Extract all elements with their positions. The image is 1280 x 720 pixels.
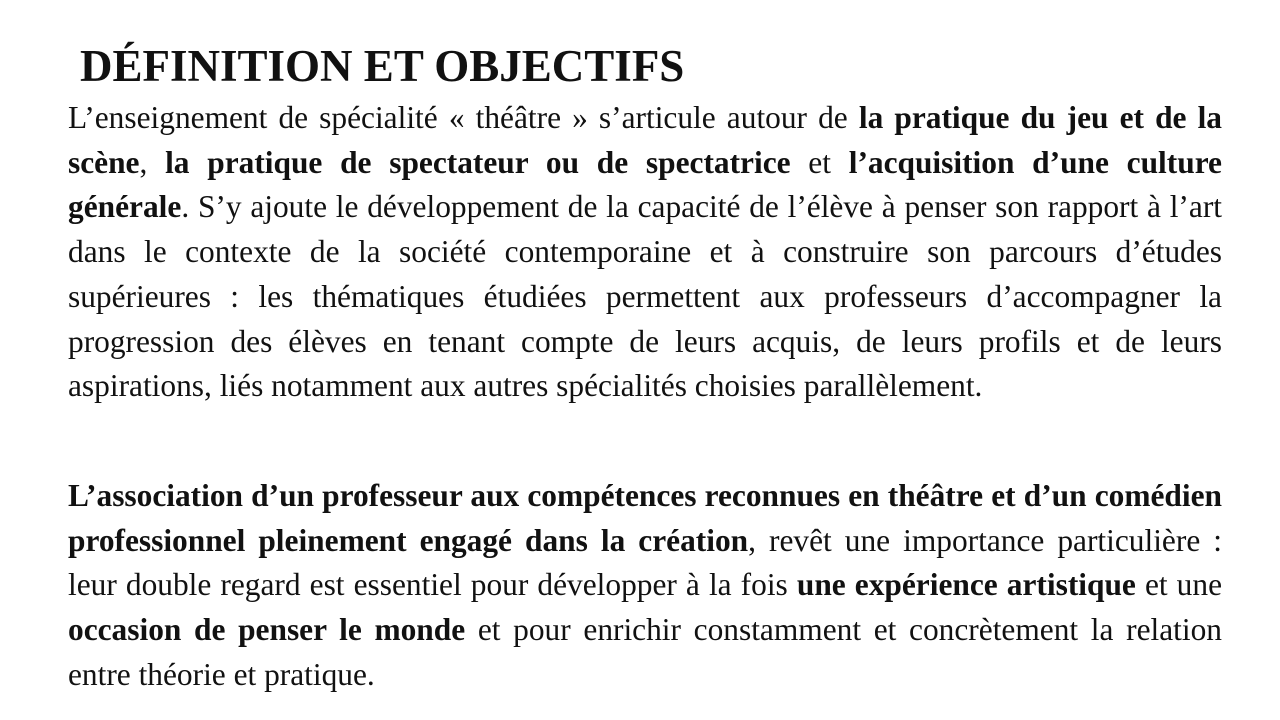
text-run: et [790, 144, 849, 180]
text-run: , revêt une importance particulière : leur double regard est essentiel pour développer à la fois [68, 522, 1222, 603]
text-run: , [139, 144, 166, 180]
text-run: et pour enrichir constamment et concrètement la relation entre théorie et pratique. [68, 612, 1222, 692]
slide-title: DÉFINITION ET OBJECTIFS [80, 41, 685, 91]
text-run: L’enseignement de spécialité « théâtre » s’articule autour de [68, 100, 859, 135]
bold-run: une expérience artistique [796, 567, 1136, 603]
paragraph-definition [68, 96, 1222, 409]
bold-run: la pratique du jeu et de la scène [68, 100, 1222, 180]
bold-run: la pratique de spectateur ou de spectatrice [165, 144, 791, 180]
bold-run: L’association d’un professeur aux compétences reconnues en théâtre et d’un comédien professionnel pleinement engagé dans la création [68, 478, 1222, 558]
text-run: . S’y ajoute le développement de la capacité de l’élève à penser son rapport à l’art dans le contexte de la société contemporaine et à construire son parcours d’études supérieures : les thématiques étudiées permettent aux professeurs d’accompagner la progression des élèves en tenant compte de leurs acquis, de leurs profils et de leurs aspirations, liés notamment aux autres spécialités choisies parallèlement. [68, 189, 1222, 404]
bold-run: occasion de penser le monde [68, 612, 466, 648]
text-run: et une [1135, 567, 1223, 603]
paragraph-association [68, 474, 1222, 698]
bold-run: l’acquisition d’une culture générale [68, 144, 1222, 225]
